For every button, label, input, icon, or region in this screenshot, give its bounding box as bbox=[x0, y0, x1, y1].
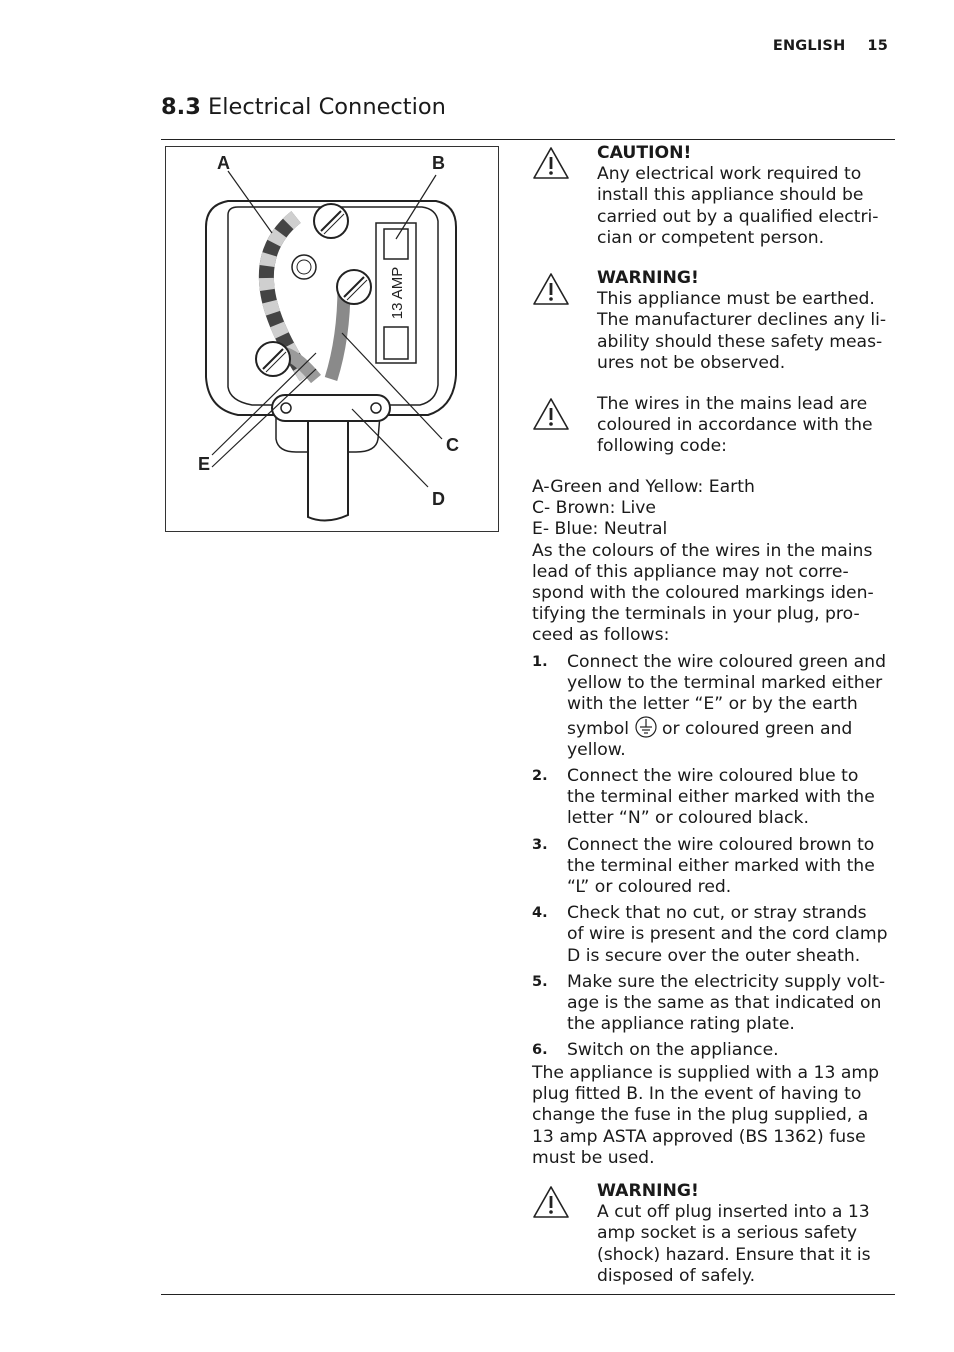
top-rule bbox=[161, 139, 895, 140]
label-e: E bbox=[198, 454, 211, 474]
caution-block bbox=[597, 143, 889, 249]
running-header bbox=[773, 38, 888, 54]
connection-steps bbox=[532, 652, 888, 1062]
page-number: 15 bbox=[867, 38, 888, 54]
fuse-clip-top bbox=[384, 229, 408, 259]
caution-warning-triangle-icon bbox=[532, 146, 570, 180]
note-text: The wires in the mains lead are coloured in accordance with the following code: bbox=[597, 394, 873, 457]
earth-terminal-screw bbox=[314, 204, 348, 238]
step-number: 2. bbox=[532, 768, 548, 785]
centre-screw-hole bbox=[292, 255, 316, 279]
colour-code-block bbox=[532, 477, 888, 647]
step-number: 4. bbox=[532, 905, 548, 922]
step-text: Connect the wire coloured green and yellow to the terminal marked either with the letter “E” or by the earth symbol bbox=[567, 652, 886, 739]
label-b: B bbox=[432, 153, 445, 173]
step-item bbox=[532, 835, 888, 899]
earth-symbol-icon bbox=[635, 716, 657, 738]
step-text: Connect the wire coloured brown to the terminal either marked with the “L” or coloured red. bbox=[567, 834, 875, 898]
bottom-rule bbox=[161, 1294, 895, 1295]
plug-wiring-diagram bbox=[165, 146, 499, 532]
section-number: 8.3 bbox=[161, 94, 201, 120]
header-language: ENGLISH bbox=[772, 38, 846, 54]
step-item bbox=[532, 903, 888, 967]
fuse-clip-bottom bbox=[384, 327, 408, 359]
warning-heading: WARNING! bbox=[597, 268, 699, 288]
warning-block-earthing bbox=[597, 268, 889, 374]
live-terminal-screw bbox=[337, 270, 371, 304]
step-text: Switch on the appliance. bbox=[567, 1040, 779, 1061]
intro-paragraph: As the colours of the wires in the mains lead of this appliance may not corre-spond with the coloured markings iden-tifying the terminals in your plug, pro-ceed as follows: bbox=[532, 540, 874, 646]
step-number: 6. bbox=[532, 1042, 548, 1059]
step-text: Check that no cut, or stray strands of wire is present and the cord clamp D is secure over the outer sheath. bbox=[567, 903, 888, 966]
step-item bbox=[532, 1040, 888, 1061]
cable-sheath bbox=[308, 409, 348, 521]
step-item bbox=[532, 652, 888, 761]
warning-triangle-icon bbox=[532, 272, 570, 306]
warning-text: A cut off plug inserted into a 13 amp socket is a serious safety (shock) hazard. Ensure that it is disposed of safely. bbox=[597, 1202, 871, 1286]
fuse-rating-text: 13 AMP bbox=[389, 266, 406, 320]
caution-text: Any electrical work required to install this appliance should be carried out by a qualified electri-cian or competent person. bbox=[597, 164, 879, 248]
label-a: A bbox=[217, 153, 230, 173]
fuse-paragraph: The appliance is supplied with a 13 amp plug fitted B. In the event of having to change the fuse in the plug supplied, a 13 amp ASTA approved (BS 1362) fuse must be used. bbox=[532, 1063, 880, 1168]
code-neutral: E- Blue: Neutral bbox=[532, 519, 668, 540]
warning-triangle-icon bbox=[532, 1185, 570, 1219]
step-number: 5. bbox=[532, 973, 548, 990]
caution-heading: CAUTION! bbox=[597, 143, 692, 163]
label-c: C bbox=[446, 435, 459, 455]
step-item bbox=[532, 972, 888, 1036]
neutral-terminal-screw bbox=[256, 342, 290, 376]
step-text: Connect the wire coloured blue to the terminal either marked with the letter “N” or coloured black. bbox=[567, 766, 875, 829]
note-warning-triangle-icon bbox=[532, 397, 570, 431]
section-title-text: Electrical Connection bbox=[208, 94, 446, 120]
code-earth: A-Green and Yellow: Earth bbox=[532, 477, 755, 497]
warning-heading: WARNING! bbox=[597, 1181, 699, 1201]
step-text-continued: or coloured green and yellow. bbox=[567, 718, 853, 760]
section-title bbox=[161, 94, 446, 120]
warning-block-cut-plug bbox=[597, 1181, 889, 1287]
step-number: 3. bbox=[532, 836, 548, 853]
cord-clamp bbox=[272, 395, 390, 421]
step-text: Make sure the electricity supply volt-age is the same as that indicated on the appliance rating plate. bbox=[567, 971, 886, 1035]
wire-colour-note bbox=[597, 394, 889, 458]
label-d: D bbox=[432, 489, 445, 509]
step-item bbox=[532, 766, 888, 830]
code-live: C- Brown: Live bbox=[532, 498, 656, 519]
plug-diagram-svg bbox=[166, 147, 498, 531]
warning-text: This appliance must be earthed. The manufacturer declines any li-ability should these safety meas-ures not be observed. bbox=[597, 289, 887, 373]
step-number: 1. bbox=[532, 654, 548, 670]
